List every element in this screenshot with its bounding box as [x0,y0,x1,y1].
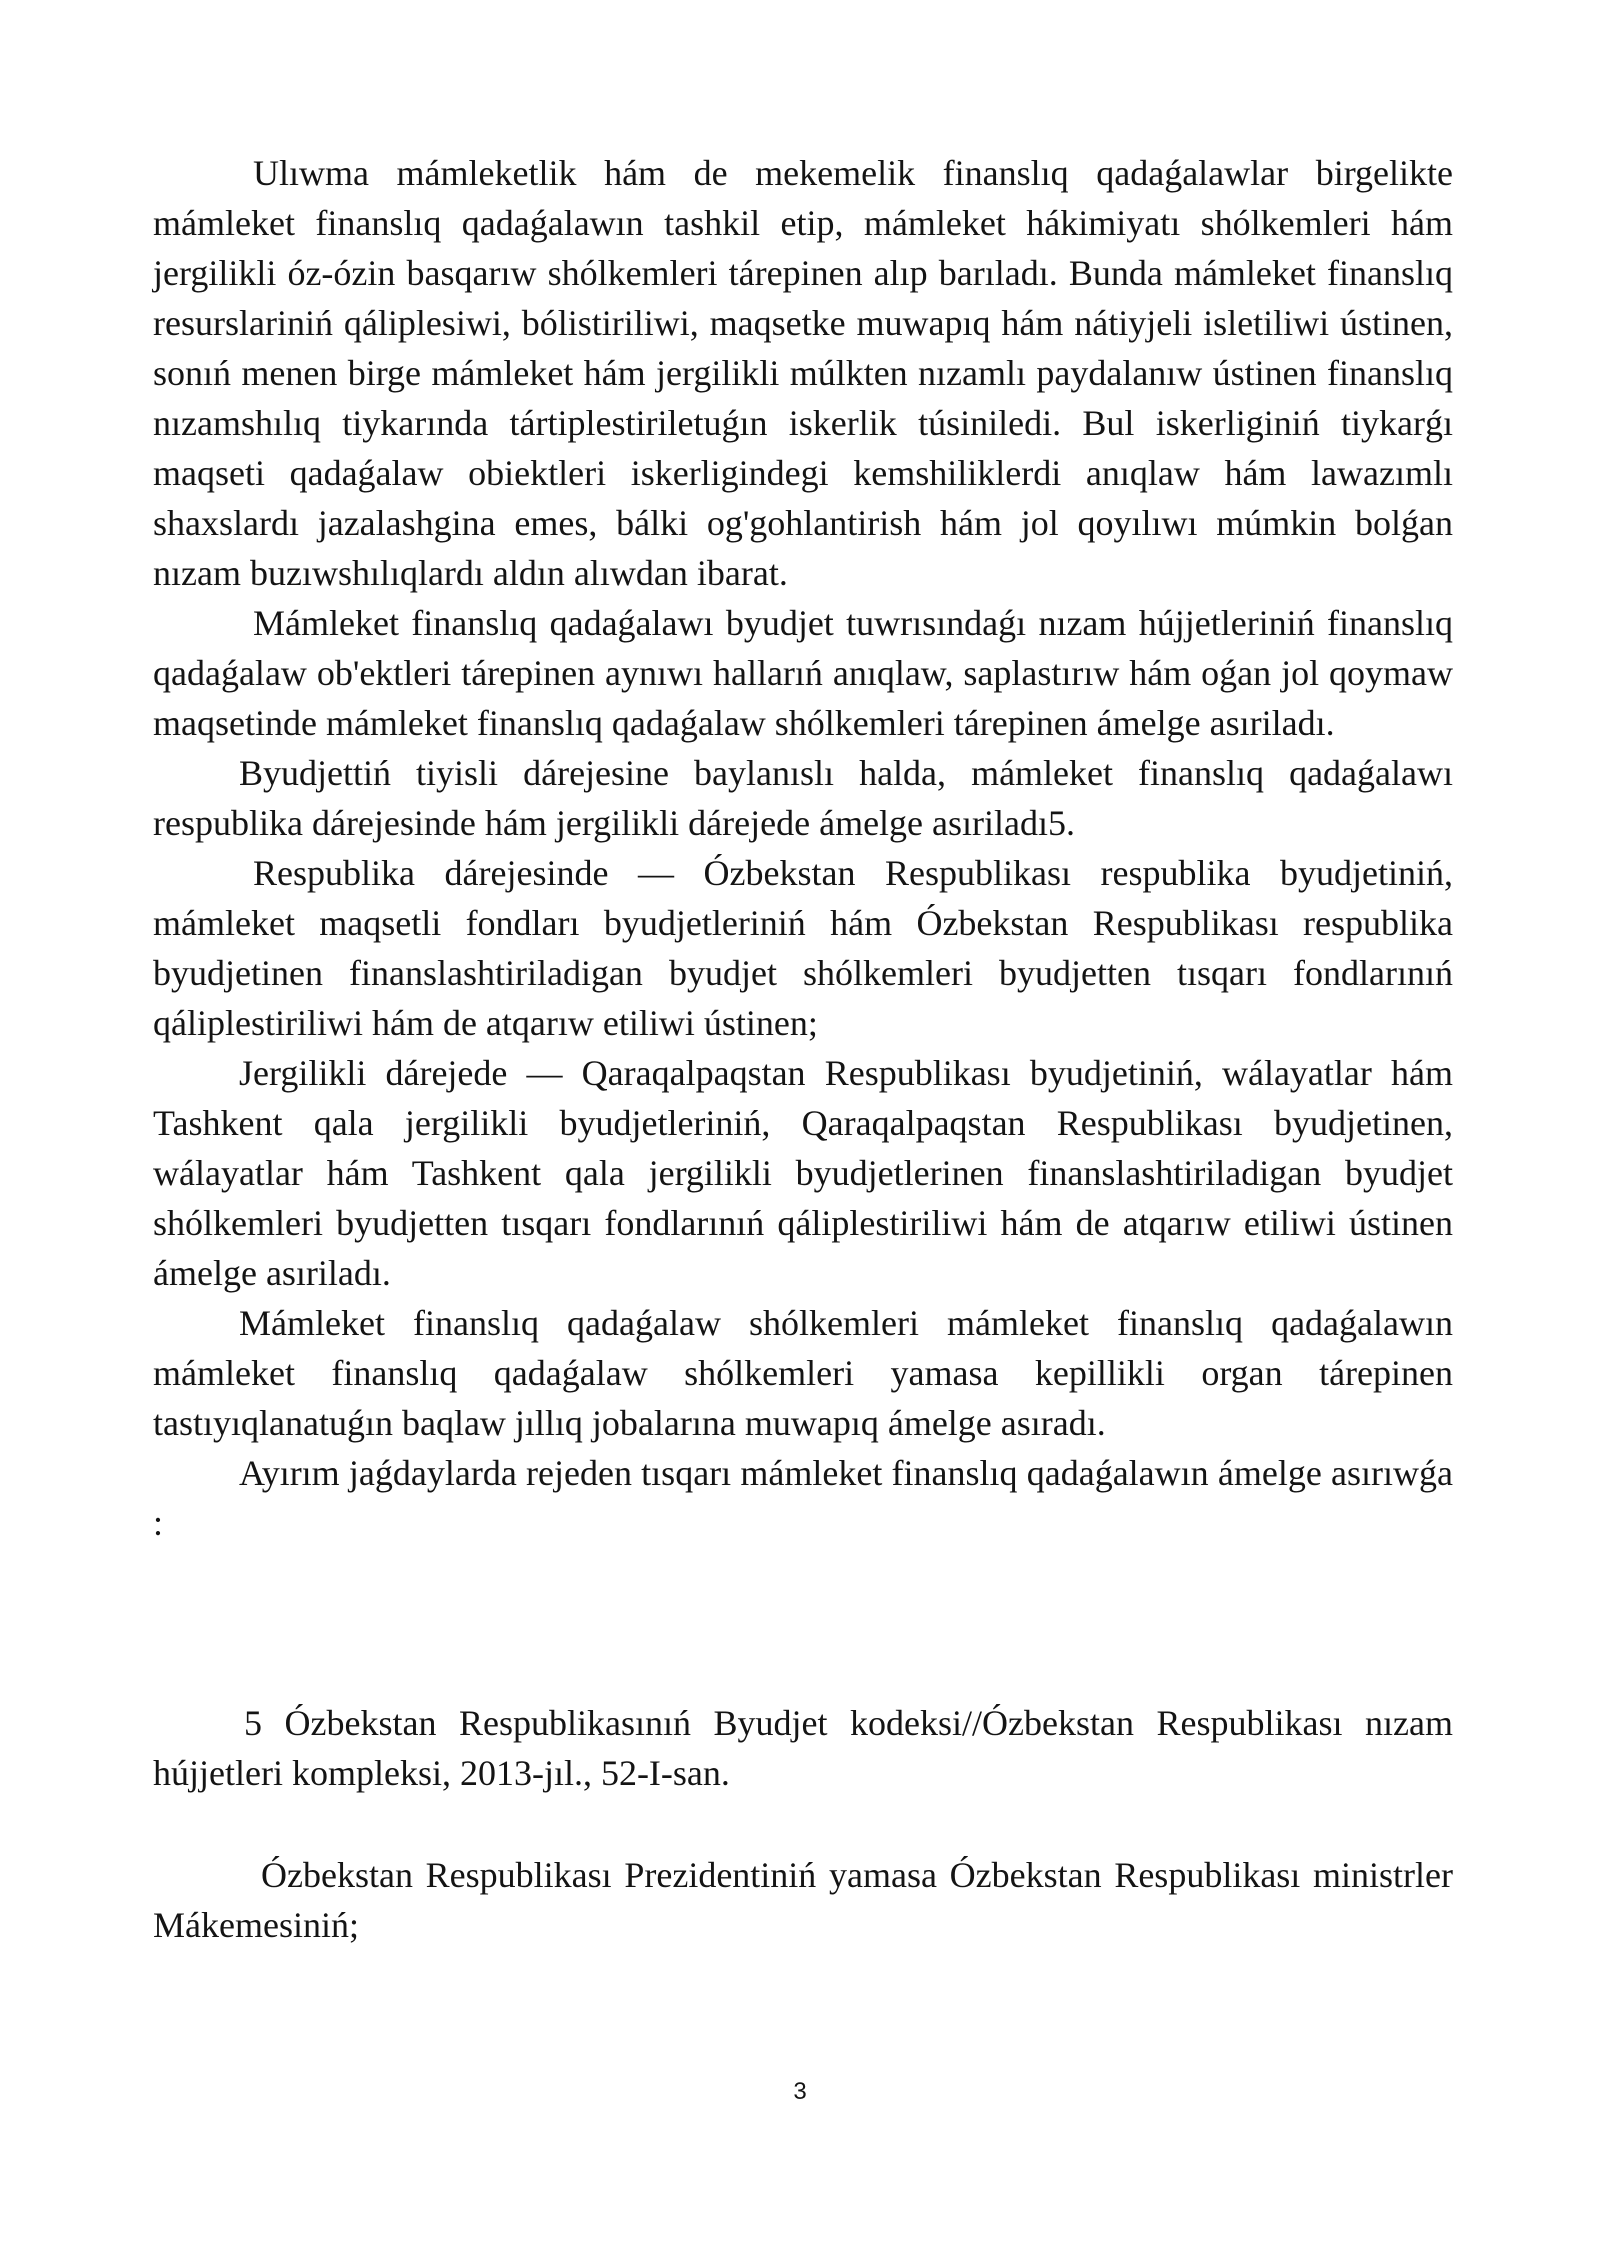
footnote: 5 Ózbekstan Respublikasınıń Byudjet kodeksi//Ózbekstan Respublikası nızam hújjetleri kompleksi, 2013-jıl., 52-I-san. [153,1703,1453,1793]
paragraph-local-level: Jergilikli dárejede — Qaraqalpaqstan Respublikası byudjetiniń, wálayatlar hám Tashkent qala jergilikli byudjetleriniń, Qaraqalpaqstan Respublikası byudjetinen, wálayatlar hám Tashkent qala jergilikli byudjetlerinen finanslashtiriladigan byudjet shólkemleri byudjetten tısqarı fondlarınıń qáliplestiriliwi hám de atqarıw etiliwi ústinen ámelge asıriladı. [153,1053,1453,1293]
paragraph-annual-plans: Mámleket finanslıq qadaǵalaw shólkemleri mámleket finanslıq qadaǵalawın mámleket finanslıq qadaǵalaw shólkemleri yamasa kepillikli organ tárepinen tastıyıqlanatuǵın baqlaw jıllıq jobalarına muwapıq ámelge asıradı. [153,1303,1453,1443]
paragraph-state-control-purpose: Mámleket finanslıq qadaǵalawı byudjet tuwrısındaǵı nızam hújjetleriniń finanslıq qadaǵalaw ob'ektleri tárepinen aynıwı hallarıń anıqlaw, saplastırıw hám oǵan jol qoymaw maqsetinde mámleket finanslıq qadaǵalaw shólkemleri tárepinen ámelge asıriladı. [153,603,1453,743]
paragraph-general-control: Ulıwma mámleketlik hám de mekemelik finanslıq qadaǵalawlar birgelikte mámleket finanslıq qadaǵalawın tashkil etip, mámleket hákimiyatı shólkemleri hám jergilikli óz-ózin basqarıw shólkemleri tárepinen alıp barıladı. Bunda mámleket finanslıq resurslariniń qáliplesiwi, bólistiriliwi, maqsetke muwapıq hám nátiyjeli isletiliwi ústinen, sonıń menen birge mámleket hám jergilikli múlkten nızamlı paydalanıw ústinen finanslıq nızamshılıq tiykarında tártiplestiriletuǵın iskerlik túsiniledi. Bul iskerliginiń tiykarǵı maqseti qadaǵalaw obiektleri iskerligindegi kemshiliklerdi anıqlaw hám lawazımlı shaxslardı jazalashgina emes, bálki og'gohlantirish hám jol qoyılıwı múmkin bolǵan nızam buzıwshılıqlardı aldın alıwdan ibarat. [153,153,1453,593]
paragraph-unscheduled-control: Ayırım jaǵdaylarda rejeden tısqarı mámleket finanslıq qadaǵalawın ámelge asırıwǵa : [153,1453,1453,1543]
paragraph-republic-level: Respublika dárejesinde — Ózbekstan Respublikası respublika byudjetiniń, mámleket maqsetli fondları byudjetleriniń hám Ózbekstan Respublikası respublika byudjetinen finanslashtiriladigan byudjet shólkemleri byudjetten tısqarı fondlarınıń qáliplestiriliwi hám de atqarıw etiliwi ústinen; [153,853,1453,1043]
paragraph-continuation: Ózbekstan Respublikası Prezidentiniń yamasa Ózbekstan Respublikası ministrler Mákemesiniń; [153,1855,1453,1945]
body-text [153,148,1453,1548]
page-number: 3 [793,2078,807,2105]
paragraph-budget-levels: Byudjettiń tiyisli dárejesine baylanıslı halda, mámleket finanslıq qadaǵalawı respublika dárejesinde hám jergilikli dárejede ámelge asıriladı5. [153,753,1453,843]
